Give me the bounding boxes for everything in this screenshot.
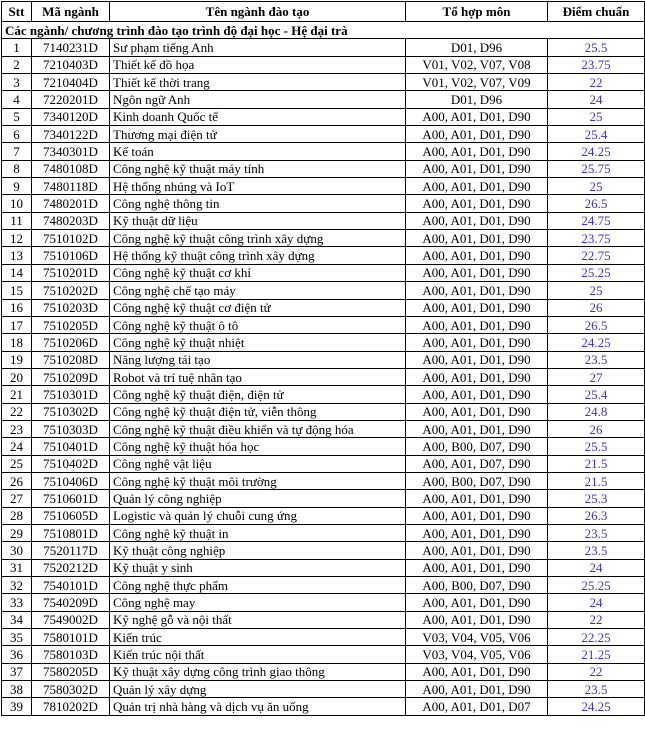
table-row xyxy=(2,386,645,403)
cell-combo: A00, A01, D01, D90 xyxy=(406,108,548,125)
cell-name: Công nghệ kỹ thuật điện tử, viễn thông xyxy=(110,403,406,420)
cell-score: 24 xyxy=(548,559,645,576)
cell-stt: 34 xyxy=(2,611,32,628)
cell-name: Công nghệ thông tin xyxy=(110,195,406,212)
cell-code: 7549002D xyxy=(32,611,110,628)
cell-code: 7540209D xyxy=(32,594,110,611)
cell-score: 23.5 xyxy=(548,524,645,541)
cell-name: Robot và trí tuệ nhân tạo xyxy=(110,368,406,385)
cell-combo: A00, A01, D01, D90 xyxy=(406,490,548,507)
cell-stt: 22 xyxy=(2,403,32,420)
cell-code: 7510206D xyxy=(32,334,110,351)
cell-score: 23.75 xyxy=(548,230,645,247)
cell-code: 7580103D xyxy=(32,646,110,663)
cell-stt: 19 xyxy=(2,351,32,368)
cell-combo: D01, D96 xyxy=(406,39,548,56)
cell-combo: A00, A01, D01, D07 xyxy=(406,698,548,715)
table-row xyxy=(2,594,645,611)
cell-combo: A00, A01, D01, D90 xyxy=(406,594,548,611)
cell-code: 7510601D xyxy=(32,490,110,507)
table-row xyxy=(2,247,645,264)
cell-combo: V01, V02, V07, V09 xyxy=(406,74,548,91)
cell-stt: 7 xyxy=(2,143,32,160)
cell-name: Kỹ nghệ gỗ và nội thất xyxy=(110,611,406,628)
cell-stt: 33 xyxy=(2,594,32,611)
cell-name: Công nghệ kỹ thuật cơ điện tử xyxy=(110,299,406,316)
table-row xyxy=(2,316,645,333)
cell-score: 27 xyxy=(548,368,645,385)
cell-code: 7480108D xyxy=(32,160,110,177)
cell-stt: 25 xyxy=(2,455,32,472)
cell-score: 21.5 xyxy=(548,455,645,472)
cell-score: 24.25 xyxy=(548,698,645,715)
cell-combo: A00, A01, D01, D90 xyxy=(406,247,548,264)
table-row xyxy=(2,577,645,594)
cell-stt: 24 xyxy=(2,438,32,455)
cell-name: Kỹ thuật xây dựng công trình giao thông xyxy=(110,663,406,680)
cell-name: Công nghệ kỹ thuật hóa học xyxy=(110,438,406,455)
cell-combo: V03, V04, V05, V06 xyxy=(406,629,548,646)
cell-score: 23.75 xyxy=(548,56,645,73)
cell-name: Công nghệ kỹ thuật công trình xây dựng xyxy=(110,230,406,247)
cell-stt: 20 xyxy=(2,368,32,385)
cell-name: Ngôn ngữ Anh xyxy=(110,91,406,108)
cell-stt: 32 xyxy=(2,577,32,594)
cell-name: Công nghệ thực phẩm xyxy=(110,577,406,594)
cell-score: 25 xyxy=(548,178,645,195)
table-row xyxy=(2,299,645,316)
table-row xyxy=(2,212,645,229)
cell-name: Kinh doanh Quốc tế xyxy=(110,108,406,125)
cell-combo: A00, A01, D01, D90 xyxy=(406,420,548,437)
cell-stt: 38 xyxy=(2,681,32,698)
cell-combo: A00, A01, D01, D90 xyxy=(406,663,548,680)
cell-stt: 14 xyxy=(2,264,32,281)
table-row xyxy=(2,663,645,680)
cell-stt: 23 xyxy=(2,420,32,437)
cell-combo: A00, A01, D01, D90 xyxy=(406,611,548,628)
cell-code: 7340301D xyxy=(32,143,110,160)
cell-stt: 18 xyxy=(2,334,32,351)
cell-stt: 29 xyxy=(2,524,32,541)
cell-code: 7220201D xyxy=(32,91,110,108)
cell-name: Năng lượng tái tạo xyxy=(110,351,406,368)
cell-score: 23.5 xyxy=(548,351,645,368)
cell-name: Kế toán xyxy=(110,143,406,160)
cell-combo: A00, A01, D01, D90 xyxy=(406,681,548,698)
cell-score: 26.5 xyxy=(548,195,645,212)
cell-name: Thiết kế đồ họa xyxy=(110,56,406,73)
table-header-row xyxy=(2,2,645,22)
cell-stt: 1 xyxy=(2,39,32,56)
table-row xyxy=(2,611,645,628)
cell-stt: 15 xyxy=(2,282,32,299)
cell-stt: 4 xyxy=(2,91,32,108)
table-row xyxy=(2,490,645,507)
cell-name: Kỹ thuật công nghiệp xyxy=(110,542,406,559)
table-row xyxy=(2,403,645,420)
cell-stt: 5 xyxy=(2,108,32,125)
cell-stt: 17 xyxy=(2,316,32,333)
cell-code: 7210403D xyxy=(32,56,110,73)
cell-stt: 27 xyxy=(2,490,32,507)
cell-code: 7340120D xyxy=(32,108,110,125)
table-row xyxy=(2,472,645,489)
cell-combo: A00, B00, D07, D90 xyxy=(406,577,548,594)
cell-stt: 37 xyxy=(2,663,32,680)
cell-score: 24.25 xyxy=(548,143,645,160)
cell-code: 7510301D xyxy=(32,386,110,403)
cell-score: 25.4 xyxy=(548,126,645,143)
cell-name: Hệ thống nhúng và IoT xyxy=(110,178,406,195)
cell-score: 24.75 xyxy=(548,212,645,229)
cell-name: Kỹ thuật dữ liệu xyxy=(110,212,406,229)
table-row xyxy=(2,542,645,559)
table-row xyxy=(2,108,645,125)
cell-stt: 21 xyxy=(2,386,32,403)
cell-combo: A00, A01, D01, D90 xyxy=(406,334,548,351)
cell-stt: 28 xyxy=(2,507,32,524)
cell-code: 7510106D xyxy=(32,247,110,264)
cell-code: 7510605D xyxy=(32,507,110,524)
cell-stt: 8 xyxy=(2,160,32,177)
cell-code: 7510208D xyxy=(32,351,110,368)
table-row xyxy=(2,126,645,143)
table-row xyxy=(2,195,645,212)
table-row xyxy=(2,39,645,56)
cell-name: Công nghệ kỹ thuật điện, điện tử xyxy=(110,386,406,403)
cell-combo: A00, B00, D07, D90 xyxy=(406,438,548,455)
cell-combo: A00, B00, D07, D90 xyxy=(406,472,548,489)
cell-code: 7520117D xyxy=(32,542,110,559)
cell-code: 7510202D xyxy=(32,282,110,299)
cell-combo: A00, A01, D01, D90 xyxy=(406,195,548,212)
cell-combo: A00, A01, D01, D90 xyxy=(406,299,548,316)
cell-score: 22 xyxy=(548,611,645,628)
cell-code: 7480203D xyxy=(32,212,110,229)
cell-name: Kiến trúc nội thất xyxy=(110,646,406,663)
cell-code: 7580302D xyxy=(32,681,110,698)
cell-combo: A00, A01, D01, D90 xyxy=(406,351,548,368)
cell-score: 26 xyxy=(548,299,645,316)
cell-combo: A00, A01, D01, D90 xyxy=(406,559,548,576)
cell-name: Công nghệ kỹ thuật môi trường xyxy=(110,472,406,489)
cell-name: Công nghệ kỹ thuật cơ khí xyxy=(110,264,406,281)
cell-stt: 39 xyxy=(2,698,32,715)
cell-combo: A00, A01, D07, D90 xyxy=(406,455,548,472)
cell-score: 24.8 xyxy=(548,403,645,420)
cell-combo: A00, A01, D01, D90 xyxy=(406,178,548,195)
cell-name: Thiết kế thời trang xyxy=(110,74,406,91)
cell-combo: A00, A01, D01, D90 xyxy=(406,160,548,177)
cell-code: 7510302D xyxy=(32,403,110,420)
section-title: Các ngành/ chương trình đào tạo trình độ đại học - Hệ đại trà xyxy=(2,22,645,39)
cell-code: 7510209D xyxy=(32,368,110,385)
cell-name: Công nghệ kỹ thuật in xyxy=(110,524,406,541)
table-row xyxy=(2,160,645,177)
cell-name: Công nghệ chế tạo máy xyxy=(110,282,406,299)
table-row xyxy=(2,143,645,160)
table-row xyxy=(2,334,645,351)
cell-code: 7480201D xyxy=(32,195,110,212)
header-score: Điểm chuẩn xyxy=(548,2,645,22)
table-row xyxy=(2,507,645,524)
cell-code: 7810202D xyxy=(32,698,110,715)
cell-name: Quản lý công nghiệp xyxy=(110,490,406,507)
cell-combo: V01, V02, V07, V08 xyxy=(406,56,548,73)
cell-code: 7510402D xyxy=(32,455,110,472)
table-row xyxy=(2,420,645,437)
table-row xyxy=(2,178,645,195)
cell-code: 7480118D xyxy=(32,178,110,195)
cell-name: Kiến trúc xyxy=(110,629,406,646)
cell-score: 25.25 xyxy=(548,264,645,281)
cell-score: 25.5 xyxy=(548,39,645,56)
table-row xyxy=(2,524,645,541)
cell-name: Công nghệ kỹ thuật nhiệt xyxy=(110,334,406,351)
header-stt: Stt xyxy=(2,2,32,22)
cell-combo: A00, A01, D01, D90 xyxy=(406,143,548,160)
header-combo: Tổ hợp môn xyxy=(406,2,548,22)
cell-combo: A00, A01, D01, D90 xyxy=(406,316,548,333)
cell-score: 25.4 xyxy=(548,386,645,403)
cell-name: Logistic và quản lý chuỗi cung ứng xyxy=(110,507,406,524)
cell-combo: A00, A01, D01, D90 xyxy=(406,212,548,229)
cell-stt: 3 xyxy=(2,74,32,91)
cell-code: 7510102D xyxy=(32,230,110,247)
table-row xyxy=(2,56,645,73)
cell-name: Công nghệ may xyxy=(110,594,406,611)
cell-code: 7210404D xyxy=(32,74,110,91)
table-row xyxy=(2,629,645,646)
table-row xyxy=(2,559,645,576)
cell-combo: A00, A01, D01, D90 xyxy=(406,282,548,299)
section-row xyxy=(2,22,645,39)
cell-code: 7580205D xyxy=(32,663,110,680)
cell-score: 24 xyxy=(548,594,645,611)
cell-score: 21.5 xyxy=(548,472,645,489)
cell-score: 25.3 xyxy=(548,490,645,507)
table-row xyxy=(2,368,645,385)
table-row xyxy=(2,282,645,299)
cell-combo: A00, A01, D01, D90 xyxy=(406,368,548,385)
cell-name: Công nghệ kỹ thuật điều khiển và tự động hóa xyxy=(110,420,406,437)
cell-score: 22 xyxy=(548,663,645,680)
cell-score: 25.75 xyxy=(548,160,645,177)
cell-score: 26.3 xyxy=(548,507,645,524)
cell-stt: 12 xyxy=(2,230,32,247)
cell-stt: 36 xyxy=(2,646,32,663)
cell-name: Công nghệ kỹ thuật máy tính xyxy=(110,160,406,177)
cell-score: 25 xyxy=(548,282,645,299)
cell-name: Hệ thống kỹ thuật công trình xây dựng xyxy=(110,247,406,264)
cell-code: 7580101D xyxy=(32,629,110,646)
cell-stt: 16 xyxy=(2,299,32,316)
cell-stt: 9 xyxy=(2,178,32,195)
cell-score: 26 xyxy=(548,420,645,437)
cell-stt: 30 xyxy=(2,542,32,559)
cell-score: 24 xyxy=(548,91,645,108)
cell-score: 22.25 xyxy=(548,629,645,646)
cell-score: 23.5 xyxy=(548,681,645,698)
cell-combo: A00, A01, D01, D90 xyxy=(406,524,548,541)
cell-code: 7510303D xyxy=(32,420,110,437)
cell-stt: 13 xyxy=(2,247,32,264)
table-row xyxy=(2,91,645,108)
cell-code: 7510401D xyxy=(32,438,110,455)
cell-score: 23.5 xyxy=(548,542,645,559)
cell-combo: A00, A01, D01, D90 xyxy=(406,230,548,247)
cell-combo: A00, A01, D01, D90 xyxy=(406,126,548,143)
cell-code: 7340122D xyxy=(32,126,110,143)
table-row xyxy=(2,74,645,91)
cell-code: 7510205D xyxy=(32,316,110,333)
cell-stt: 11 xyxy=(2,212,32,229)
header-name: Tên ngành đào tạo xyxy=(110,2,406,22)
admission-scores-table xyxy=(1,1,645,716)
cell-combo: A00, A01, D01, D90 xyxy=(406,386,548,403)
cell-score: 21.25 xyxy=(548,646,645,663)
cell-name: Sư phạm tiếng Anh xyxy=(110,39,406,56)
table-row xyxy=(2,351,645,368)
cell-code: 7510201D xyxy=(32,264,110,281)
cell-score: 25.5 xyxy=(548,438,645,455)
cell-combo: A00, A01, D01, D90 xyxy=(406,507,548,524)
cell-score: 22.75 xyxy=(548,247,645,264)
header-code: Mã ngành xyxy=(32,2,110,22)
cell-code: 7140231D xyxy=(32,39,110,56)
table-row xyxy=(2,455,645,472)
table-row xyxy=(2,264,645,281)
cell-code: 7510406D xyxy=(32,472,110,489)
cell-combo: A00, A01, D01, D90 xyxy=(406,264,548,281)
cell-stt: 10 xyxy=(2,195,32,212)
cell-name: Công nghệ vật liệu xyxy=(110,455,406,472)
cell-stt: 35 xyxy=(2,629,32,646)
table-row xyxy=(2,646,645,663)
cell-name: Thương mại điện tử xyxy=(110,126,406,143)
cell-combo: D01, D96 xyxy=(406,91,548,108)
cell-code: 7520212D xyxy=(32,559,110,576)
cell-score: 25.25 xyxy=(548,577,645,594)
cell-stt: 6 xyxy=(2,126,32,143)
cell-code: 7510203D xyxy=(32,299,110,316)
cell-name: Công nghệ kỹ thuật ô tô xyxy=(110,316,406,333)
table-row xyxy=(2,438,645,455)
cell-stt: 31 xyxy=(2,559,32,576)
cell-code: 7510801D xyxy=(32,524,110,541)
cell-score: 26.5 xyxy=(548,316,645,333)
cell-name: Quản lý xây dựng xyxy=(110,681,406,698)
cell-name: Quản trị nhà hàng và dịch vụ ăn uống xyxy=(110,698,406,715)
cell-score: 25 xyxy=(548,108,645,125)
cell-combo: A00, A01, D01, D90 xyxy=(406,403,548,420)
cell-stt: 26 xyxy=(2,472,32,489)
table-row xyxy=(2,681,645,698)
cell-code: 7540101D xyxy=(32,577,110,594)
cell-name: Kỹ thuật y sinh xyxy=(110,559,406,576)
cell-score: 24.25 xyxy=(548,334,645,351)
table-row xyxy=(2,698,645,715)
table-row xyxy=(2,230,645,247)
cell-score: 22 xyxy=(548,74,645,91)
cell-combo: V03, V04, V05, V06 xyxy=(406,646,548,663)
cell-stt: 2 xyxy=(2,56,32,73)
cell-combo: A00, A01, D01, D90 xyxy=(406,542,548,559)
